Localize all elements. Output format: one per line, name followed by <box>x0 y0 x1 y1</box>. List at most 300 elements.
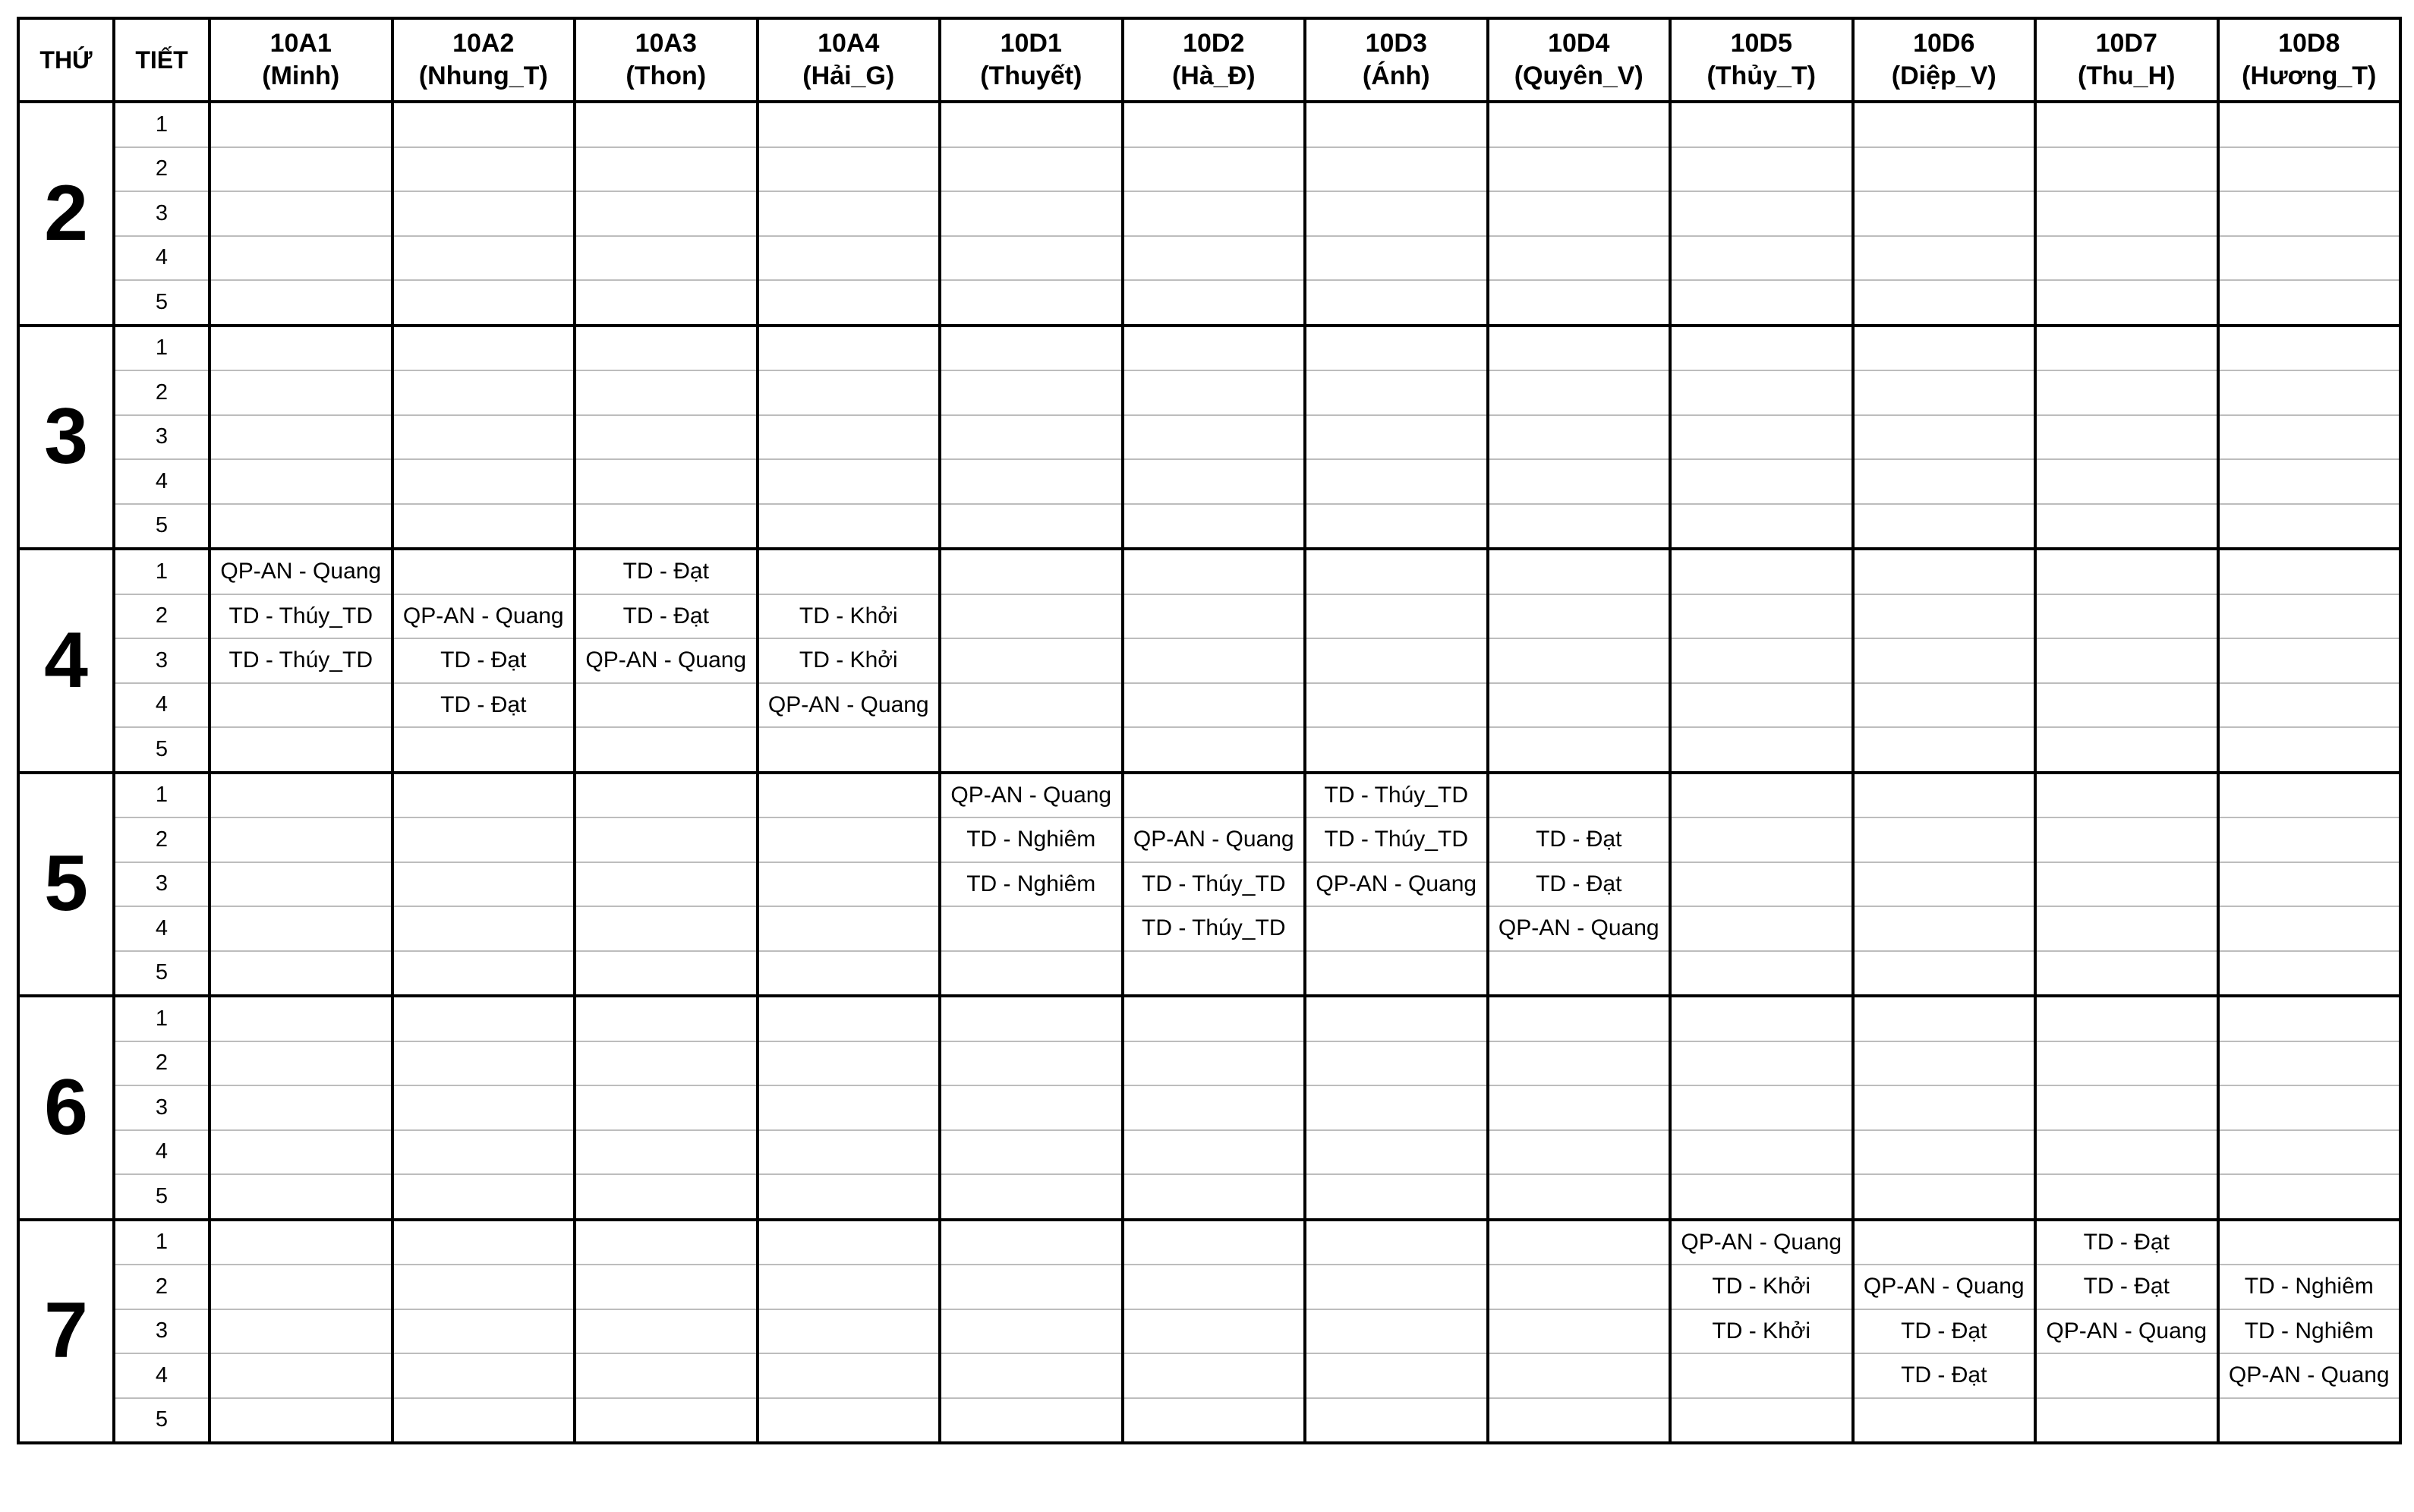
schedule-cell <box>1853 549 2036 594</box>
schedule-cell: TD - Khởi <box>758 594 941 639</box>
schedule-cell <box>1123 683 1306 728</box>
period-row <box>18 683 2400 728</box>
schedule-cell <box>392 236 575 281</box>
class-name: 10D1 <box>1000 29 1062 58</box>
class-teacher: (Minh) <box>262 61 340 90</box>
schedule-cell: TD - Nghiêm <box>940 817 1123 862</box>
schedule-cell <box>1853 638 2036 683</box>
schedule-cell <box>2035 236 2218 281</box>
period-number: 4 <box>114 236 210 281</box>
schedule-cell <box>392 906 575 951</box>
schedule-cell <box>210 147 392 192</box>
schedule-cell <box>1305 236 1488 281</box>
schedule-cell: QP-AN - Quang <box>1670 1220 1853 1265</box>
schedule-cell <box>392 1353 575 1398</box>
schedule-cell <box>758 1398 941 1444</box>
period-number: 5 <box>114 727 210 773</box>
class-teacher: (Ánh) <box>1362 61 1430 90</box>
period-number: 4 <box>114 1353 210 1398</box>
schedule-cell <box>758 370 941 415</box>
period-number: 2 <box>114 1265 210 1309</box>
schedule-cell: TD - Đạt <box>575 549 758 594</box>
schedule-cell <box>1123 326 1306 371</box>
schedule-cell <box>940 1353 1123 1398</box>
schedule-cell <box>575 1085 758 1130</box>
period-row <box>18 727 2400 773</box>
schedule-cell <box>1305 996 1488 1041</box>
schedule-cell <box>392 549 575 594</box>
schedule-cell <box>2218 102 2401 147</box>
schedule-cell <box>758 906 941 951</box>
schedule-cell <box>1853 370 2036 415</box>
schedule-cell <box>940 1398 1123 1444</box>
day-number: 4 <box>18 549 114 773</box>
period-row <box>18 773 2400 818</box>
schedule-cell <box>1488 638 1671 683</box>
schedule-cell <box>758 1085 941 1130</box>
class-name: 10A1 <box>269 29 332 58</box>
schedule-cell <box>1123 236 1306 281</box>
schedule-cell <box>392 504 575 550</box>
schedule-cell <box>392 459 575 504</box>
schedule-cell <box>2035 191 2218 236</box>
period-number: 2 <box>114 1041 210 1086</box>
schedule-cell <box>2035 638 2218 683</box>
schedule-cell <box>1488 683 1671 728</box>
schedule-cell <box>392 727 575 773</box>
period-row <box>18 549 2400 594</box>
period-number: 2 <box>114 594 210 639</box>
schedule-cell: TD - Đạt <box>2035 1265 2218 1309</box>
schedule-cell <box>210 817 392 862</box>
schedule-cell <box>1853 326 2036 371</box>
schedule-cell <box>575 862 758 907</box>
schedule-cell <box>2218 1041 2401 1086</box>
schedule-cell <box>1670 638 1853 683</box>
schedule-cell: QP-AN - Quang <box>392 594 575 639</box>
schedule-cell <box>575 1130 758 1175</box>
period-number: 2 <box>114 817 210 862</box>
schedule-cell <box>940 1174 1123 1220</box>
schedule-cell: QP-AN - Quang <box>1488 906 1671 951</box>
schedule-cell <box>2035 996 2218 1041</box>
schedule-cell <box>940 504 1123 550</box>
schedule-cell <box>1305 459 1488 504</box>
schedule-cell: TD - Thúy_TD <box>1123 906 1306 951</box>
schedule-cell: QP-AN - Quang <box>1305 862 1488 907</box>
class-header <box>940 18 1123 102</box>
schedule-cell <box>940 102 1123 147</box>
schedule-cell <box>1305 1398 1488 1444</box>
period-number: 4 <box>114 459 210 504</box>
schedule-cell <box>2035 326 2218 371</box>
class-name: 10D8 <box>2278 29 2340 58</box>
schedule-cell <box>1853 415 2036 460</box>
schedule-cell <box>1853 236 2036 281</box>
schedule-cell <box>940 1130 1123 1175</box>
schedule-cell <box>1853 147 2036 192</box>
schedule-cell <box>1670 415 1853 460</box>
schedule-cell <box>758 280 941 326</box>
schedule-cell <box>1670 683 1853 728</box>
schedule-cell <box>1488 370 1671 415</box>
schedule-cell: TD - Khởi <box>758 638 941 683</box>
period-row <box>18 951 2400 997</box>
schedule-cell <box>1853 906 2036 951</box>
schedule-cell <box>1305 1174 1488 1220</box>
schedule-cell <box>2035 549 2218 594</box>
period-row <box>18 817 2400 862</box>
schedule-cell <box>392 1130 575 1175</box>
class-header <box>575 18 758 102</box>
schedule-cell <box>575 191 758 236</box>
period-row <box>18 1174 2400 1220</box>
schedule-cell <box>940 191 1123 236</box>
schedule-cell <box>2218 1130 2401 1175</box>
period-row <box>18 147 2400 192</box>
schedule-cell <box>575 683 758 728</box>
class-header <box>1670 18 1853 102</box>
schedule-cell <box>1488 1398 1671 1444</box>
schedule-cell <box>210 102 392 147</box>
schedule-cell <box>1670 594 1853 639</box>
period-row <box>18 1265 2400 1309</box>
schedule-cell <box>2218 817 2401 862</box>
schedule-cell <box>210 1398 392 1444</box>
schedule-cell <box>210 415 392 460</box>
schedule-cell <box>575 236 758 281</box>
period-column-header: TIẾT <box>114 18 210 102</box>
schedule-cell <box>210 727 392 773</box>
schedule-cell <box>210 862 392 907</box>
period-number: 4 <box>114 1130 210 1175</box>
period-number: 1 <box>114 549 210 594</box>
schedule-cell <box>1305 1130 1488 1175</box>
period-row <box>18 236 2400 281</box>
schedule-cell <box>575 1398 758 1444</box>
schedule-cell <box>1853 951 2036 997</box>
schedule-cell <box>575 504 758 550</box>
schedule-cell <box>758 415 941 460</box>
schedule-cell <box>2035 1353 2218 1398</box>
schedule-cell <box>1670 280 1853 326</box>
schedule-cell <box>2035 1398 2218 1444</box>
timetable <box>17 17 2402 1444</box>
schedule-cell <box>1123 1220 1306 1265</box>
schedule-cell: QP-AN - Quang <box>575 638 758 683</box>
period-row <box>18 415 2400 460</box>
schedule-cell <box>2218 459 2401 504</box>
schedule-cell <box>940 996 1123 1041</box>
schedule-cell <box>1488 236 1671 281</box>
day-number: 2 <box>18 102 114 326</box>
period-row <box>18 996 2400 1041</box>
schedule-cell <box>1670 236 1853 281</box>
schedule-cell <box>1670 326 1853 371</box>
schedule-cell <box>210 326 392 371</box>
class-teacher: (Nhung_T) <box>418 61 548 90</box>
schedule-cell <box>1488 549 1671 594</box>
schedule-cell <box>1488 773 1671 818</box>
schedule-cell <box>940 683 1123 728</box>
schedule-cell <box>1123 1041 1306 1086</box>
schedule-cell <box>1305 415 1488 460</box>
schedule-cell <box>575 1174 758 1220</box>
schedule-cell <box>940 1085 1123 1130</box>
period-number: 4 <box>114 683 210 728</box>
schedule-cell <box>575 727 758 773</box>
class-name: 10D7 <box>2095 29 2157 58</box>
schedule-cell <box>1123 102 1306 147</box>
schedule-cell <box>392 102 575 147</box>
schedule-cell: QP-AN - Quang <box>210 549 392 594</box>
schedule-cell <box>1123 1353 1306 1398</box>
schedule-cell <box>210 1220 392 1265</box>
schedule-cell <box>940 326 1123 371</box>
schedule-cell <box>2218 862 2401 907</box>
schedule-cell <box>1305 1085 1488 1130</box>
schedule-cell: TD - Đạt <box>392 683 575 728</box>
schedule-cell <box>210 370 392 415</box>
schedule-cell <box>1123 549 1306 594</box>
day-column-header: THỨ <box>18 18 114 102</box>
schedule-cell <box>2035 102 2218 147</box>
schedule-cell <box>210 1130 392 1175</box>
period-number: 1 <box>114 773 210 818</box>
schedule-cell <box>2218 638 2401 683</box>
schedule-cell <box>1853 280 2036 326</box>
schedule-cell <box>1488 459 1671 504</box>
day-number: 3 <box>18 326 114 550</box>
period-number: 1 <box>114 102 210 147</box>
class-teacher: (Quyên_V) <box>1514 61 1643 90</box>
schedule-cell <box>2218 326 2401 371</box>
class-header <box>210 18 392 102</box>
period-row <box>18 638 2400 683</box>
schedule-cell <box>210 996 392 1041</box>
schedule-cell: TD - Thúy_TD <box>210 594 392 639</box>
schedule-cell <box>392 996 575 1041</box>
schedule-cell <box>1853 459 2036 504</box>
schedule-cell <box>575 459 758 504</box>
schedule-cell <box>2035 147 2218 192</box>
schedule-cell <box>392 326 575 371</box>
period-row <box>18 594 2400 639</box>
schedule-cell <box>1488 102 1671 147</box>
schedule-cell <box>2035 683 2218 728</box>
class-teacher: (Thuyết) <box>980 61 1083 90</box>
schedule-cell <box>1853 1041 2036 1086</box>
schedule-cell <box>575 147 758 192</box>
schedule-cell <box>940 638 1123 683</box>
schedule-cell <box>1488 1309 1671 1354</box>
schedule-cell <box>2218 191 2401 236</box>
schedule-cell: QP-AN - Quang <box>758 683 941 728</box>
schedule-cell <box>1123 727 1306 773</box>
schedule-cell <box>1123 504 1306 550</box>
schedule-cell <box>1670 1130 1853 1175</box>
schedule-cell <box>2035 459 2218 504</box>
period-number: 3 <box>114 1309 210 1354</box>
period-row <box>18 1220 2400 1265</box>
schedule-cell: TD - Nghiêm <box>2218 1309 2401 1354</box>
schedule-cell <box>2218 370 2401 415</box>
schedule-cell <box>210 1174 392 1220</box>
schedule-cell: QP-AN - Quang <box>1123 817 1306 862</box>
schedule-cell <box>1853 1130 2036 1175</box>
schedule-cell <box>758 1265 941 1309</box>
schedule-cell <box>2035 727 2218 773</box>
period-number: 5 <box>114 1398 210 1444</box>
schedule-cell <box>940 1041 1123 1086</box>
period-number: 5 <box>114 280 210 326</box>
class-name: 10D4 <box>1548 29 1610 58</box>
schedule-cell <box>2035 280 2218 326</box>
schedule-cell <box>575 773 758 818</box>
schedule-cell <box>1123 459 1306 504</box>
schedule-cell <box>1488 1130 1671 1175</box>
schedule-cell: TD - Thúy_TD <box>1305 817 1488 862</box>
schedule-cell: TD - Thúy_TD <box>210 638 392 683</box>
schedule-cell <box>1488 1220 1671 1265</box>
schedule-cell <box>2035 906 2218 951</box>
class-header <box>2035 18 2218 102</box>
class-header <box>2218 18 2401 102</box>
schedule-cell <box>392 773 575 818</box>
schedule-cell <box>1123 773 1306 818</box>
schedule-cell <box>1123 1130 1306 1175</box>
schedule-cell <box>1305 1265 1488 1309</box>
schedule-cell <box>2218 1398 2401 1444</box>
schedule-cell <box>940 1265 1123 1309</box>
schedule-cell <box>210 773 392 818</box>
schedule-cell <box>210 906 392 951</box>
schedule-cell <box>1123 951 1306 997</box>
class-teacher: (Thon) <box>626 61 707 90</box>
schedule-cell <box>2035 817 2218 862</box>
schedule-cell <box>1488 191 1671 236</box>
schedule-cell <box>1853 102 2036 147</box>
schedule-cell <box>1853 862 2036 907</box>
schedule-cell <box>210 459 392 504</box>
schedule-cell <box>2218 594 2401 639</box>
schedule-cell <box>1853 683 2036 728</box>
schedule-cell <box>1305 280 1488 326</box>
class-teacher: (Hà_Đ) <box>1171 61 1256 90</box>
schedule-cell: TD - Khởi <box>1670 1309 1853 1354</box>
schedule-cell <box>1123 191 1306 236</box>
schedule-cell <box>210 236 392 281</box>
schedule-cell <box>758 191 941 236</box>
schedule-cell <box>1305 906 1488 951</box>
schedule-cell <box>758 504 941 550</box>
schedule-cell <box>392 1265 575 1309</box>
schedule-cell <box>392 370 575 415</box>
schedule-cell <box>1488 415 1671 460</box>
period-number: 2 <box>114 370 210 415</box>
period-row <box>18 102 2400 147</box>
schedule-cell <box>392 1041 575 1086</box>
schedule-cell <box>758 996 941 1041</box>
schedule-cell <box>575 1041 758 1086</box>
schedule-cell <box>392 415 575 460</box>
schedule-cell <box>575 996 758 1041</box>
schedule-cell <box>1123 1174 1306 1220</box>
schedule-cell <box>1123 1398 1306 1444</box>
schedule-cell <box>758 951 941 997</box>
period-row <box>18 906 2400 951</box>
schedule-cell <box>1853 817 2036 862</box>
header-row <box>18 18 2400 102</box>
schedule-cell <box>1305 191 1488 236</box>
schedule-cell <box>2035 1174 2218 1220</box>
schedule-cell <box>1670 1041 1853 1086</box>
schedule-cell <box>1670 1174 1853 1220</box>
class-teacher: (Thủy_T) <box>1707 61 1817 90</box>
schedule-cell <box>2218 906 2401 951</box>
schedule-cell <box>1123 594 1306 639</box>
schedule-cell <box>940 459 1123 504</box>
schedule-cell <box>575 817 758 862</box>
schedule-cell <box>1488 280 1671 326</box>
schedule-cell <box>758 727 941 773</box>
schedule-cell <box>1488 326 1671 371</box>
schedule-cell <box>940 1309 1123 1354</box>
schedule-cell <box>210 504 392 550</box>
schedule-cell <box>1488 1085 1671 1130</box>
schedule-cell <box>1123 147 1306 192</box>
period-row <box>18 1309 2400 1354</box>
schedule-cell <box>575 1353 758 1398</box>
schedule-cell <box>758 1174 941 1220</box>
schedule-cell <box>2218 147 2401 192</box>
schedule-cell: TD - Thúy_TD <box>1305 773 1488 818</box>
schedule-cell <box>210 280 392 326</box>
schedule-cell <box>940 594 1123 639</box>
class-header <box>1488 18 1671 102</box>
schedule-cell <box>1488 594 1671 639</box>
schedule-cell <box>1853 1174 2036 1220</box>
schedule-cell <box>1305 594 1488 639</box>
schedule-cell <box>2218 727 2401 773</box>
schedule-cell <box>2035 594 2218 639</box>
schedule-cell <box>2218 1174 2401 1220</box>
schedule-cell <box>758 147 941 192</box>
period-number: 3 <box>114 1085 210 1130</box>
schedule-cell <box>2035 1041 2218 1086</box>
schedule-cell <box>1488 1353 1671 1398</box>
schedule-cell <box>392 1220 575 1265</box>
schedule-cell <box>1123 996 1306 1041</box>
schedule-cell <box>2035 862 2218 907</box>
schedule-cell <box>1670 817 1853 862</box>
period-number: 1 <box>114 1220 210 1265</box>
schedule-cell <box>2035 370 2218 415</box>
schedule-cell <box>575 1309 758 1354</box>
schedule-cell <box>575 1265 758 1309</box>
schedule-cell <box>575 370 758 415</box>
schedule-cell <box>1853 594 2036 639</box>
period-row <box>18 191 2400 236</box>
schedule-cell <box>1305 683 1488 728</box>
schedule-cell <box>1123 370 1306 415</box>
schedule-cell <box>1670 102 1853 147</box>
schedule-cell <box>1853 1398 2036 1444</box>
period-number: 3 <box>114 191 210 236</box>
schedule-cell <box>940 1220 1123 1265</box>
schedule-cell <box>210 683 392 728</box>
schedule-cell <box>758 459 941 504</box>
